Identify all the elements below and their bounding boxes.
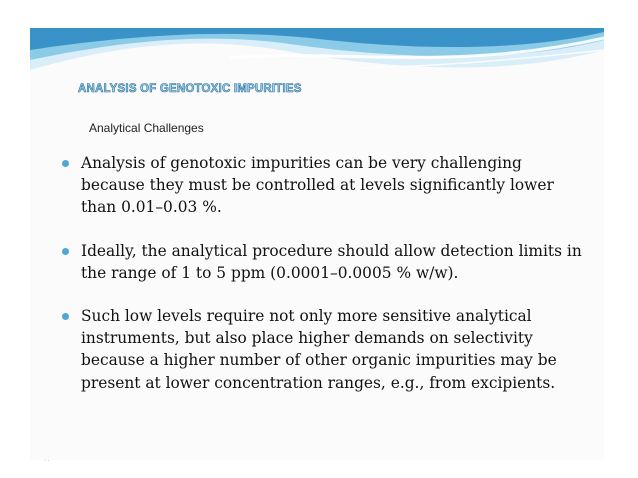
slide [30, 28, 604, 464]
bullet-dot-icon [62, 160, 69, 167]
bullet-item [62, 152, 582, 219]
header-wave-decoration [30, 28, 604, 108]
bullet-text: Such low levels require not only more sensitive analytical instruments, but also place higher demands on selectivity because a higher number of other organic impurities may be present at lower concentration ranges, e.g., from excipients. [81, 307, 557, 392]
slide-subtitle: Analytical Challenges [89, 121, 204, 135]
bullet-dot-icon [62, 313, 69, 320]
bullet-item [62, 240, 582, 284]
slide-title: ANALYSIS OF GENOTOXIC IMPURITIES [78, 83, 302, 95]
bullet-item [62, 305, 582, 394]
bullet-list [62, 152, 582, 415]
bullet-text: Analysis of genotoxic impurities can be very challenging because they must be controlled at levels significantly lower than 0.01–0.03 %. [81, 154, 554, 217]
bullet-text: Ideally, the analytical procedure should allow detection limits in the range of 1 to 5 ppm (0.0001–0.0005 % w/w). [81, 241, 582, 282]
corner-mark: · · [44, 458, 50, 464]
bullet-dot-icon [62, 248, 69, 255]
